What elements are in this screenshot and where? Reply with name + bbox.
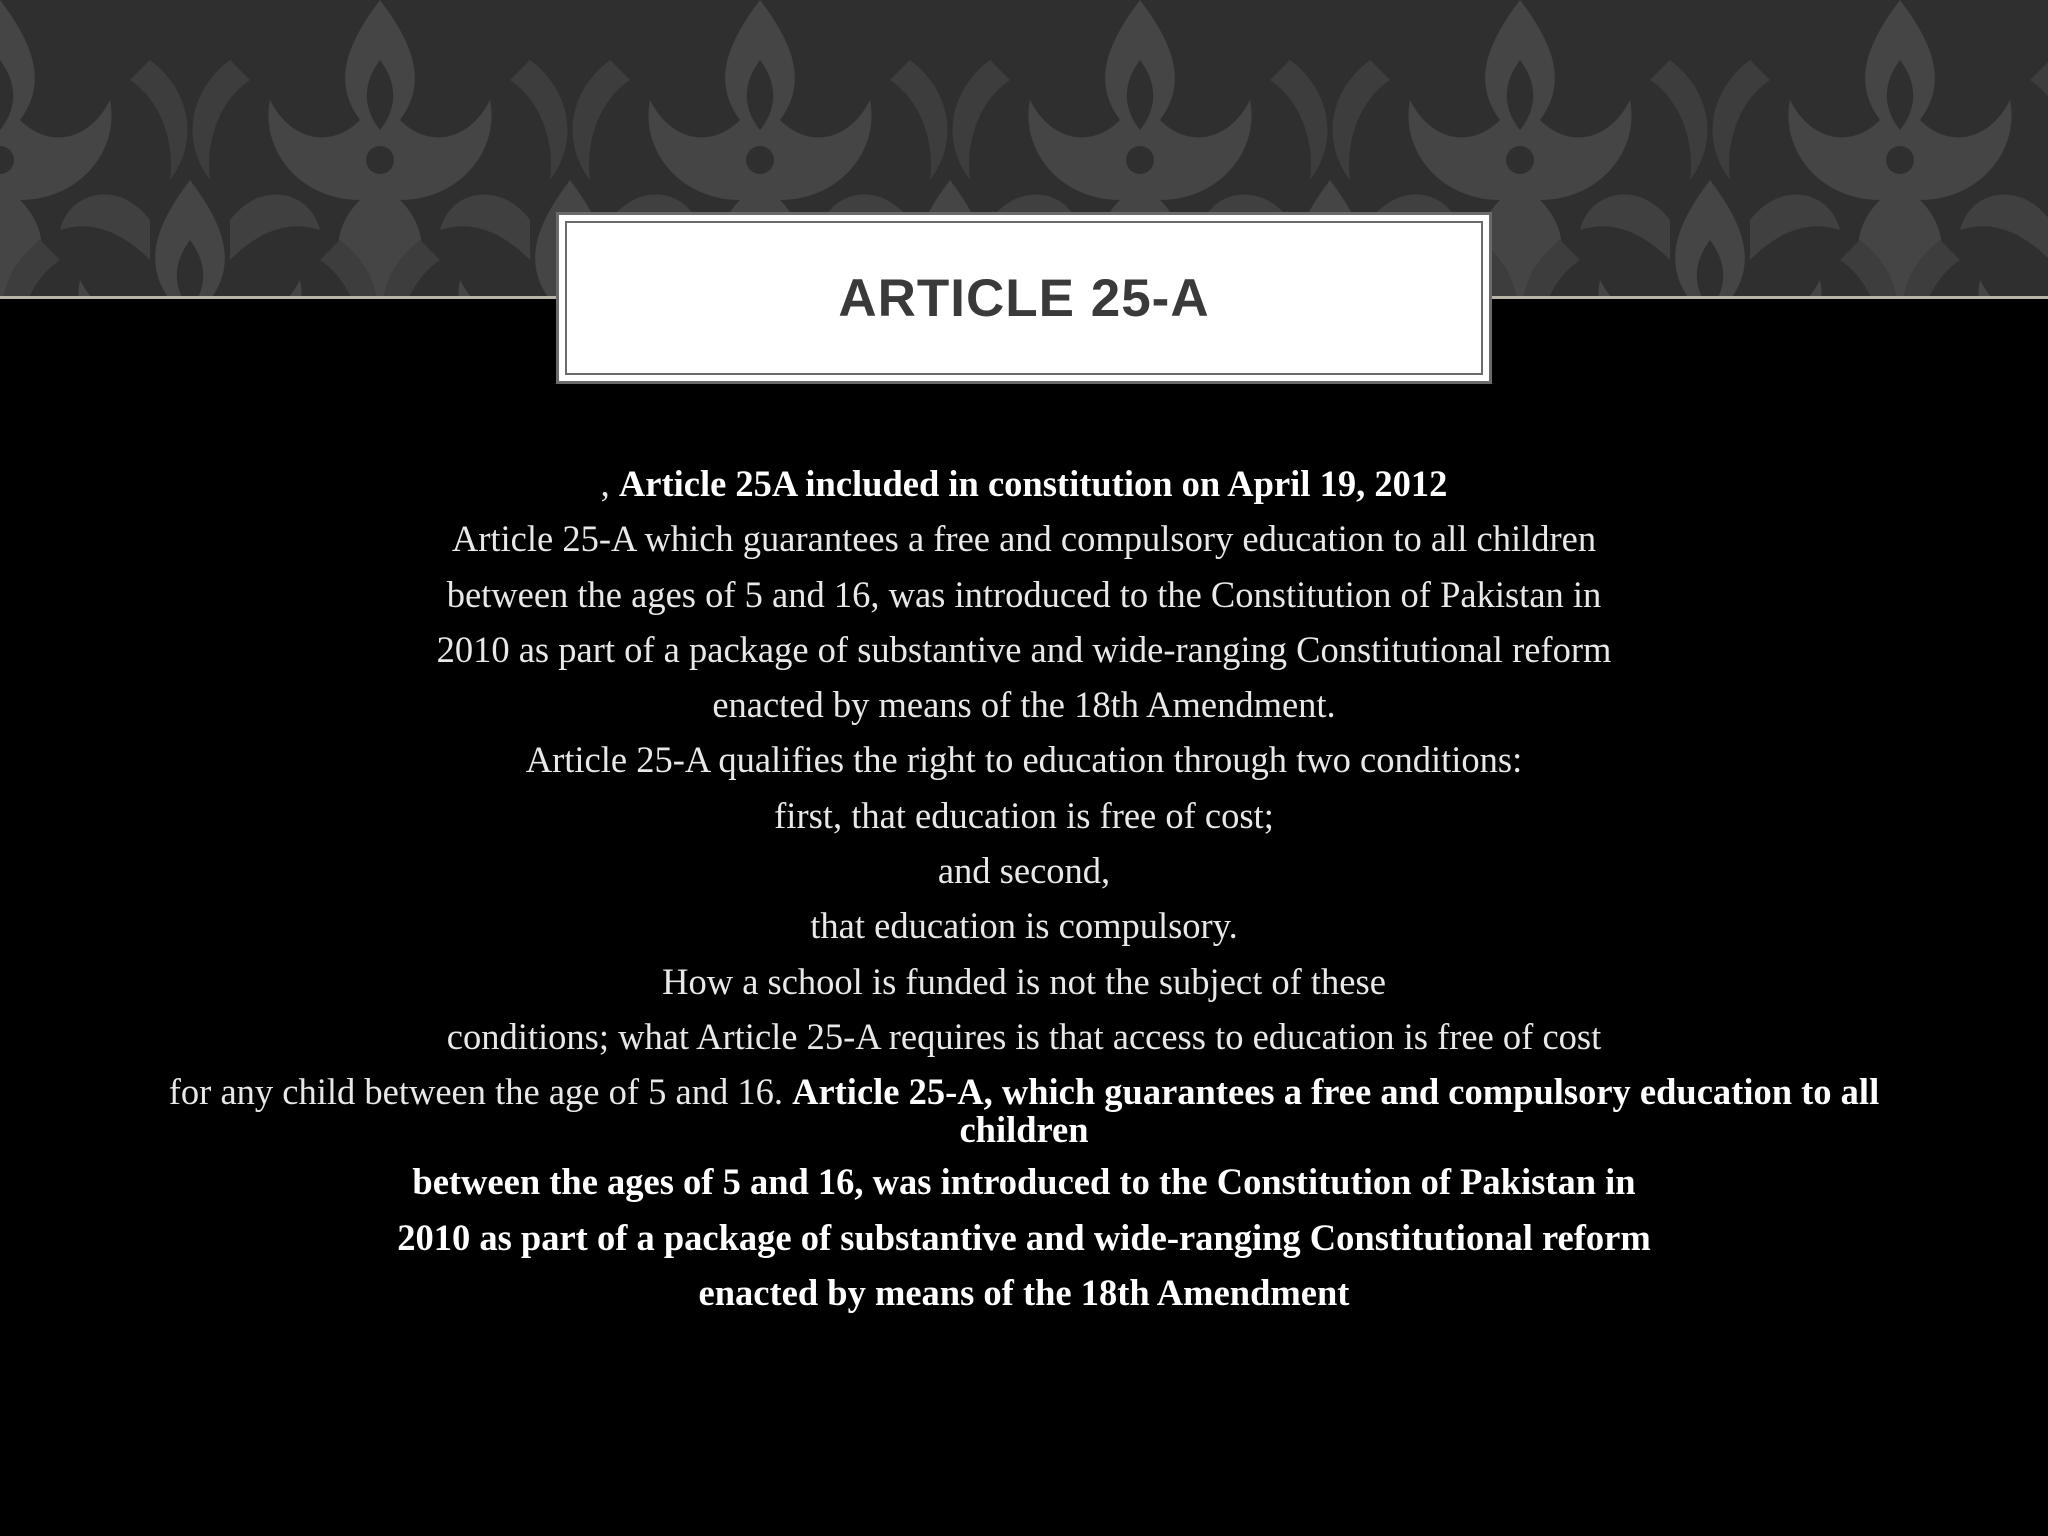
mixed-line-bold: Article 25-A, which guarantees a free and compulsory education to all children xyxy=(792,1071,1880,1151)
slide-body xyxy=(150,456,1898,1320)
paragraph-line: first, that education is free of cost; xyxy=(774,794,1274,836)
bold-line: enacted by means of the 18th Amendment xyxy=(698,1271,1350,1313)
intro-prefix: , xyxy=(600,463,610,504)
paragraph-line: Article 25-A which guarantees a free and compulsory education to all children xyxy=(451,518,1597,560)
title-box-inner-frame xyxy=(565,221,1483,375)
intro-line xyxy=(150,456,1898,511)
mixed-line-regular: for any child between the age of 5 and 16. xyxy=(168,1071,783,1113)
bold-line: 2010 as part of a package of substantive and wide-ranging Constitutional reform xyxy=(397,1216,1651,1258)
paragraph-line: How a school is funded is not the subject of these xyxy=(662,960,1386,1002)
title-box xyxy=(556,212,1492,384)
paragraph-line: 2010 as part of a package of substantive and wide-ranging Constitutional reform xyxy=(436,628,1612,670)
paragraph-line: between the ages of 5 and 16, was introduced to the Constitution of Pakistan in xyxy=(446,573,1602,615)
paragraph-line: Article 25-A qualifies the right to education through two conditions: xyxy=(525,739,1523,781)
paragraph-line: that education is compulsory. xyxy=(810,905,1238,947)
paragraph-line: enacted by means of the 18th Amendment. xyxy=(712,684,1336,726)
intro-bold-text: Article 25A included in constitution on April 19, 2012 xyxy=(618,463,1448,504)
slide-title: ARTICLE 25-A xyxy=(838,268,1210,328)
paragraph-line: conditions; what Article 25-A requires is that access to education is free of cost xyxy=(446,1015,1602,1057)
mixed-line xyxy=(150,1064,1898,1154)
paragraph-line: and second, xyxy=(937,850,1111,892)
bold-line: between the ages of 5 and 16, was introduced to the Constitution of Pakistan in xyxy=(412,1161,1636,1203)
